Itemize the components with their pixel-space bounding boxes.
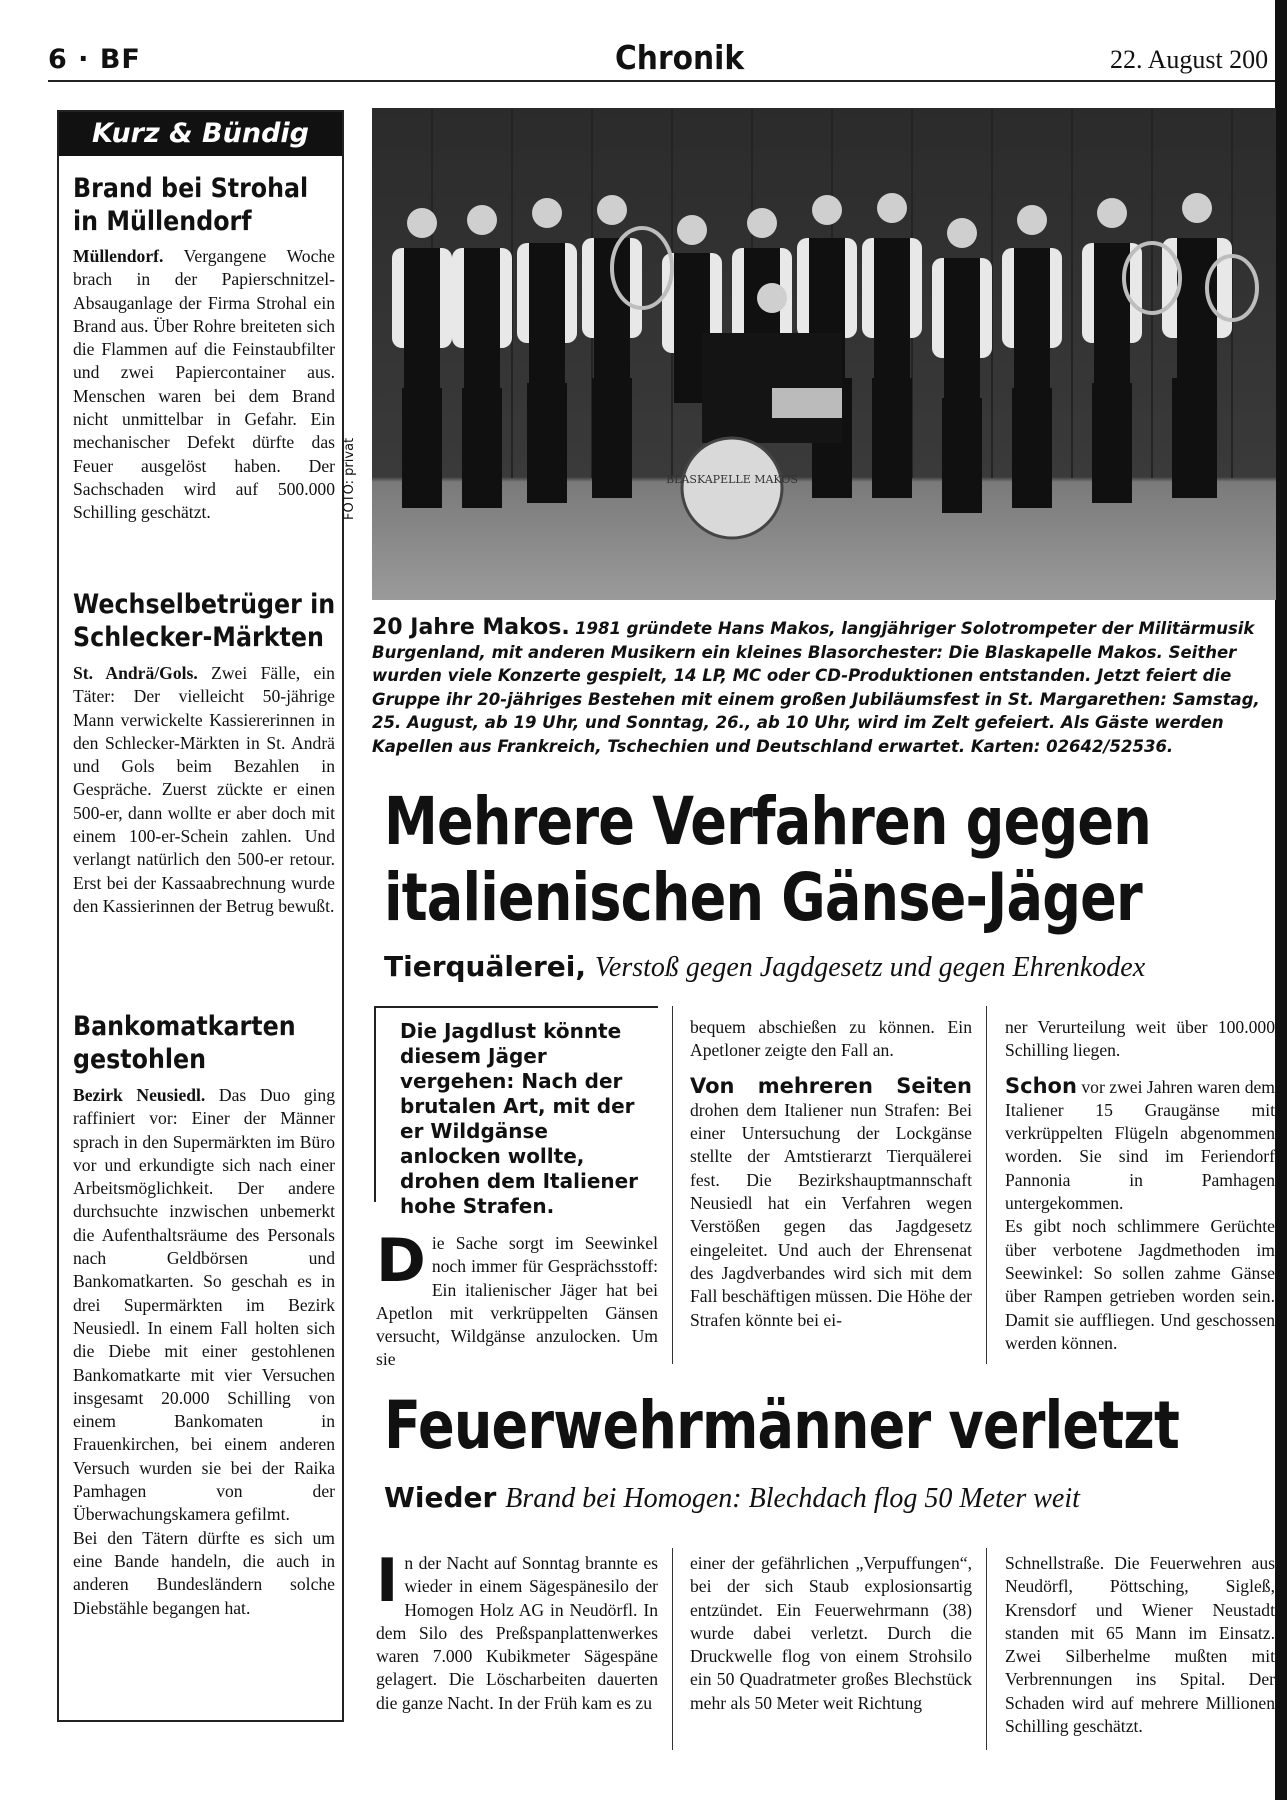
section-title: Chronik — [615, 38, 745, 77]
sidebar-headline-3: Bankomatkarten gestohlen — [73, 1011, 296, 1075]
dropcap: I — [376, 1546, 399, 1616]
article2-column-2: einer der gefährlichen „Verpuffungen“, bei der sich Staub explosionsartig entzündet. Ein Feuerwehrmann (38) wurde dabei verletzt. Durch die Druckwelle flog von einem Strohsilo ein 50 Quadratmeter großes Blechstück mehr als 50 Meter weit Richtung — [690, 1553, 972, 1713]
sidebar-headline-1: Brand bei Strohal in Müllendorf — [73, 173, 309, 237]
article1-column-1: Die Sache sorgt im Seewinkel noch immer für Gesprächsstoff: Ein italienischer Jäger hat bei Apetlon mit verkrüppelten Gänsen versucht, Wildgänse anzulocken. Um sie — [376, 1226, 658, 1370]
column-rule — [986, 1548, 987, 1750]
drum-text: BLASKAPELLE MAKOS — [666, 473, 798, 486]
article2-headline: Feuerwehrmänner verletzt — [384, 1387, 1180, 1464]
photo-caption — [372, 616, 1260, 758]
band-photo — [372, 108, 1276, 600]
column-rule — [986, 1006, 987, 1364]
scan-edge — [1275, 0, 1287, 1800]
sidebar-kurz-buendig — [57, 110, 344, 1722]
article1-column-3: ner Verurteilung weit über 100.000 Schilling liegen. Schon vor zwei Jahren waren dem Italiener 15 Graugänse mit verkrüppelten Flügeln abgenommen worden. Sie sind im Feriendorf Pannonia in Pamhagen untergekommen. Es gibt noch schlimmere Gerüchte über verbotene Jagdmethoden im Seewinkel: So sollen zahme Gänse über Rampen getrieben worden sein. Damit sie auffliegen. Und geschossen werden können. — [1005, 1017, 1275, 1353]
article2-column-1: In der Nacht auf Sonntag brannte es wieder in einem Sägespänesilo der Homogen Holz AG in Neudörfl. In dem Silo des Preßspanplattenwerkes waren 7.000 Kubikmeter Sägespäne gelagert. Die Löscharbeiten dauerten die ganze Nacht. In der Früh kam es zu — [376, 1546, 658, 1713]
article1-pullquote: Die Jagdlust könnte diesem Jäger vergehen: Nach der brutalen Art, mit der er Wildgänse anlocken wollte, drohen dem Italiener hohe Strafen. — [400, 1019, 639, 1218]
sidebar-article-1: Müllendorf. Vergangene Woche brach in der Papierschnitzel-Absauganlage der Firma Strohal ein Brand aus. Über Rohre breiteten sich die Flammen auf die Feinstaubfilter und zwei Papiercontainer aus. Menschen waren bei dem Brand nicht unmittelbar in Gefahr. Ein mechanischer Defekt dürfte das Feuer ausgelöst haben. Der Sachschaden wird auf 500.000 Schilling geschätzt. — [73, 246, 335, 523]
caption-text: 1981 gründete Hans Makos, langjähriger Solotrompeter der Militärmusik Burgenland, mit anderen Musikern ein kleines Blasorchester: Die Blaskapelle Makos. Seither wurden viele Konzerte gespielt, 14 LP, MC oder CD-Produktionen entstanden. Jetzt feiert die Gruppe ihr 20-jähriges Bestehen mit einem großen Jubiläumsfest in St. Margarethen: Samstag, 25. August, ab 19 Uhr, und Sonntag, 26., ab 10 Uhr, wird im Zelt gefeiert. Als Gäste werden Kapellen aus Frankreich, Tschechien und Deutschland erwartet. Karten: 02642/52536. — [372, 619, 1260, 756]
issue-date: 22. August 200 — [1110, 45, 1269, 74]
sidebar-article-3: Bezirk Neusiedl. Das Duo ging raffiniert vor: Einer der Männer sprach in den Supermärkten im Büro vor und erkundigte sich nach einer Arbeitsmöglichkeit. Der andere durchsuchte inzwischen unbemerkt die Aufenthaltsräume des Personals nach Geldbörsen und Bankomatkarten. So geschah es in drei Supermärkten im Bezirk Neusiedl. In einem Fall holten sich die Diebe mit einer gestohlenen Bankomatkarte mit vier Versuchen insgesamt 20.000 Schilling von einem Bankomaten in Frauenkirchen, bei einem anderen Versuch wurden sie bei der Raika Pamhagen von der Überwachungskamera gefilmt. Bei den Tätern dürfte es sich um eine Bande handeln, die auch in anderen Bundesländern solche Diebstähle begangen hat. — [73, 1085, 335, 1618]
header-rule — [48, 80, 1276, 82]
article1-column-2: bequem abschießen zu können. Ein Apetloner zeigte den Fall an. Von mehreren Seiten drohen dem Italiener nun Strafen: Bei einer Untersuchung der Lockgänse stellte der Amtstierarzt Tierquälerei fest. Die Bezirkshauptmannschaft Neusiedl hat ein Verfahren wegen Verstößen gegen das Jagdgesetz eingeleitet. Und auch der Ehrensenat des Jagdverbandes wird sich mit dem Fall beschäftigen müssen. Die Höhe der Strafen könnte bei ei- — [690, 1017, 972, 1330]
sidebar-title: Kurz & Bündig — [59, 112, 342, 156]
photo-credit: FOTO: privat — [342, 437, 357, 520]
band-photo-illustration — [372, 108, 1276, 600]
article2-subhead: Wieder Brand bei Homogen: Blechdach flog 50 Meter weit — [384, 1481, 1080, 1514]
page-number: 6 · BF — [48, 44, 141, 75]
dropcap: D — [376, 1226, 426, 1296]
article1-headline: Mehrere Verfahren gegen italienischen Gänse-Jäger — [384, 783, 1151, 936]
article1-subhead: Tierquälerei, Verstoß gegen Jagdgesetz und gegen Ehrenkodex — [384, 950, 1146, 983]
column-rule — [672, 1006, 673, 1364]
column-rule — [672, 1548, 673, 1750]
sidebar-article-2: St. Andrä/Gols. Zwei Fälle, ein Täter: Der vielleicht 50-jährige Mann verwickelte Kassiererinnen in den Schlecker-Märkten in St. Andrä und Gols beim Bezahlen in Gespräche. Zuerst zückte er einen 500-er, dann wollte er aber doch mit einem 100-er-Schein zahlen. Und verlangt natürlich den 500-er retour. Erst bei der Kassaabrechnung wurde den Kassierinnen der Betrug bewußt. — [73, 663, 335, 916]
sidebar-headline-2: Wechselbetrüger in Schlecker-Märkten — [73, 589, 336, 653]
article2-column-3: Schnellstraße. Die Feuerwehren aus Neudörfl, Pöttsching, Sigleß, Krensdorf und Wiener Neustadt standen mit 65 Mann im Einsatz. Zwei Silberhelme mußten mit Verbrennungen ins Spital. Der Schaden wird auf mehrere Millionen Schilling geschätzt. — [1005, 1553, 1275, 1737]
caption-lead: 20 Jahre Makos. — [372, 615, 570, 640]
